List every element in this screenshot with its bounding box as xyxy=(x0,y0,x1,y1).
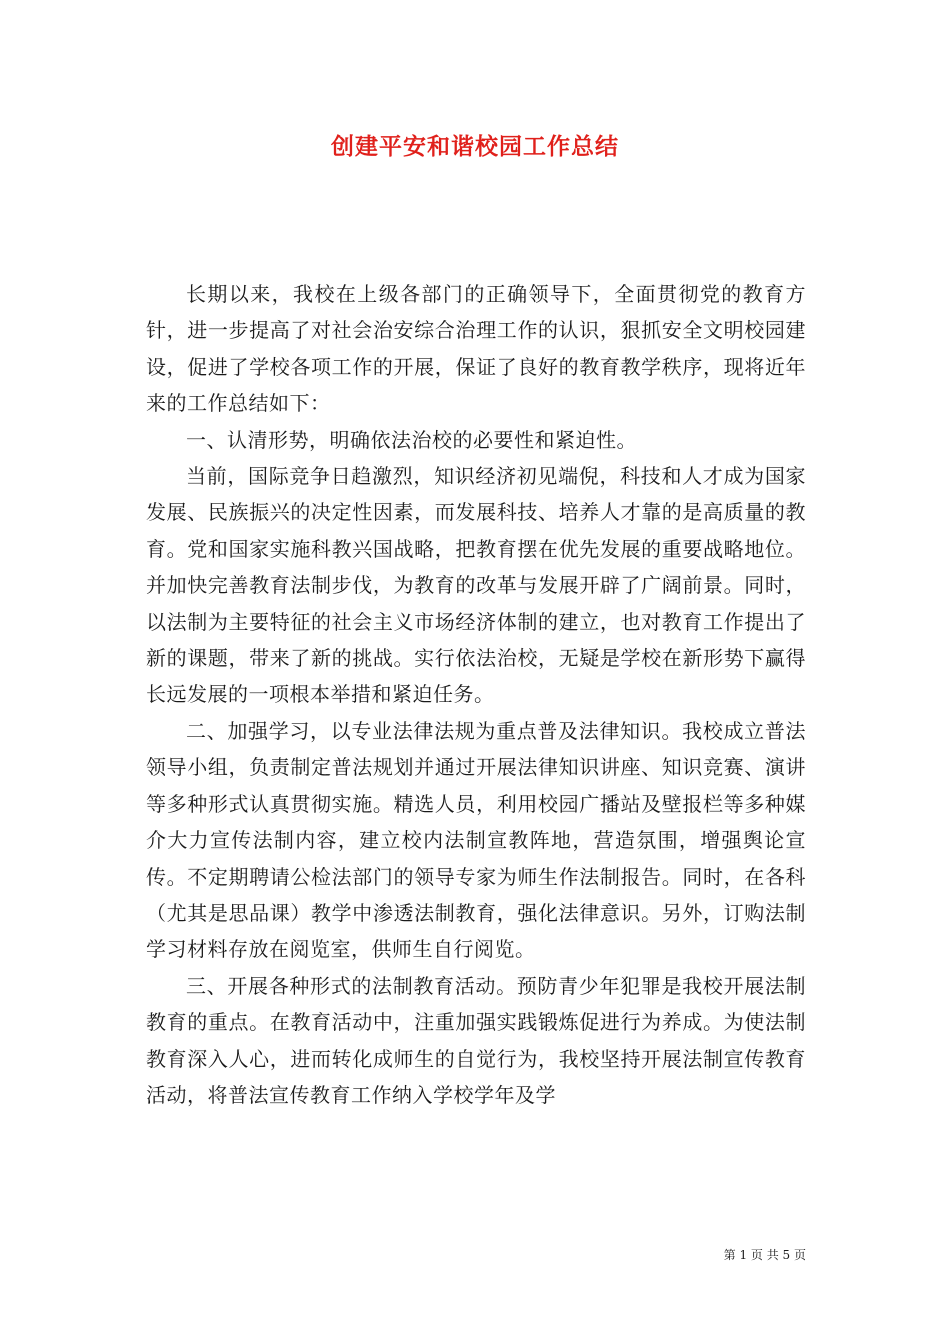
page-title: 创建平安和谐校园工作总结 xyxy=(331,133,619,160)
page-number: 第 1 页 共 5 页 xyxy=(723,1248,806,1262)
document-body xyxy=(146,276,806,1113)
paragraph-intro: 长期以来，我校在上级各部门的正确领导下，全面贯彻党的教育方针，进一步提高了对社会治安综合治理工作的认识，狠抓安全文明校园建设，促进了学校各项工作的开展，保证了良好的教育教学秩序，现将近年来的工作总结如下： xyxy=(146,282,806,416)
paragraph-section-2: 二、加强学习，以专业法律法规为重点普及法律知识。我校成立普法领导小组，负责制定普法规划并通过开展法律知识讲座、知识竞赛、演讲等多种形式认真贯彻实施。精选人员，利用校园广播站及壁报栏等多种媒介大力宣传法制内容，建立校内法制宣教阵地，营造氛围，增强舆论宣传。不定期聘请公检法部门的领导专家为师生作法制报告。同时，在各科（尤其是思品课）教学中渗透法制教育，强化法律意识。另外，订购法制学习材料存放在阅览室，供师生自行阅览。 xyxy=(146,718,806,962)
paragraph-section-3: 三、开展各种形式的法制教育活动。预防青少年犯罪是我校开展法制教育的重点。在教育活动中，注重加强实践锻炼促进行为养成。为使法制教育深入人心，进而转化成师生的自觉行为，我校坚持开展法制宣传教育活动，将普法宣传教育工作纳入学校学年及学 xyxy=(146,973,806,1107)
paragraph-section-1: 当前，国际竞争日趋激烈，知识经济初见端倪，科技和人才成为国家发展、民族振兴的决定性因素，而发展科技、培养人才靠的是高质量的教育。党和国家实施科教兴国战略，把教育摆在优先发展的重要战略地位。并加快完善教育法制步伐，为教育的改革与发展开辟了广阔前景。同时，以法制为主要特征的社会主义市场经济体制的建立，也对教育工作提出了新的课题，带来了新的挑战。实行依法治校，无疑是学校在新形势下赢得长远发展的一项根本举措和紧迫任务。 xyxy=(146,464,806,707)
section-heading-1: 一、认清形势，明确依法治校的必要性和紧迫性。 xyxy=(186,427,637,452)
